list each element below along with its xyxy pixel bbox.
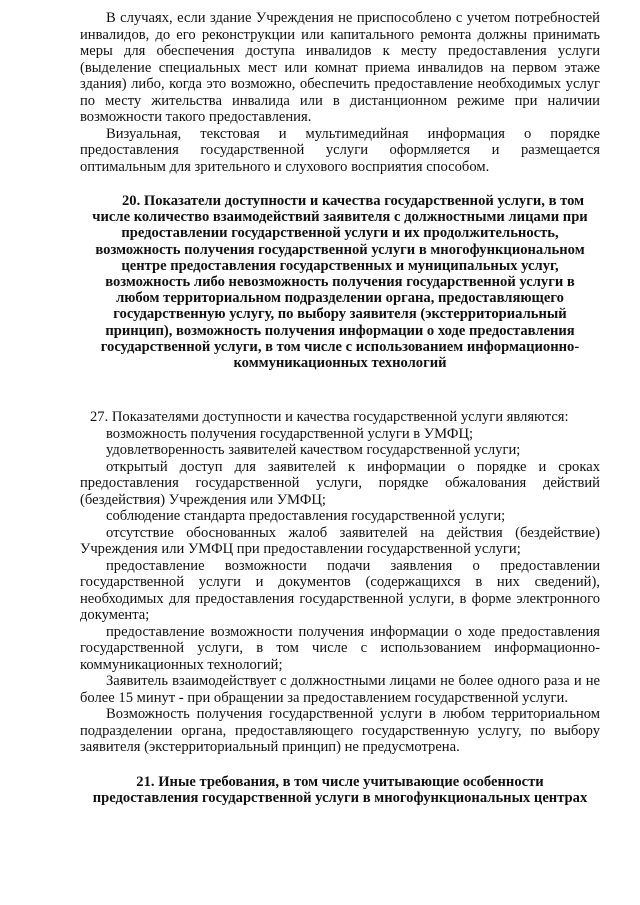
paragraph-visual-info: Визуальная, текстовая и мультимедийная информация о порядке предоставления государственной услуги оформляется и размещается оптимальным для зрительного и слухового восприятия способом.: [80, 125, 600, 175]
list-item: возможность получения государственной услуги в УМФЦ;: [106, 425, 474, 442]
list-item: предоставление возможности получения информации о ходе предоставления государственной услуги, в том числе с использованием информационно-коммуникационных технологий;: [80, 623, 600, 673]
section-heading-20: 20. Показатели доступности и качества государственной услуги, в том числе количество взаимодействий заявителя с должностными лицами при предоставлении государственной услуги и их продолжительность, возможность получения государственной услуги в многофункциональном центре предоставления государственных и муниципальных услуг, возможность либо невозможность получения государственной услуги в любом территориальном подразделении органа, предоставляющего государственную услугу, по выбору заявителя (экстерриториальный принцип), возможность получения информации о ходе предоставления государственной услуги, в том числе с использованием информационно-коммуникационных технологий: [92, 193, 588, 372]
list-item: Заявитель взаимодействует с должностными лицами не более одного раза и не более 15 минут - при обращении за предоставлением государственной услуги.: [80, 673, 600, 706]
list-item: открытый доступ для заявителей к информации о порядке и сроках предоставления государственной услуги, порядке обжалования действий (бездействия) Учреждения или УМФЦ;: [80, 458, 600, 508]
paragraph-disabled-access: В случаях, если здание Учреждения не приспособлено с учетом потребностей инвалидов, до его реконструкции или капитального ремонта должны принимать меры для обеспечения доступа инвалидов к месту предоставления услуги (выделение специальных мест или комнат приема инвалидов на первом этаже здания) либо, когда это возможно, обеспечить предоставление необходимых услуг по месту жительства инвалида или в дистанционном режиме при наличии возможности такого предоставления.: [80, 10, 600, 125]
list-item: отсутствие обоснованных жалоб заявителей на действия (бездействие) Учреждения или УМФЦ при предоставлении государственной услуги;: [80, 524, 600, 558]
item-27-intro: 27. Показателями доступности и качества государственной услуги являются:: [90, 409, 569, 426]
list-item: соблюдение стандарта предоставления государственной услуги;: [106, 508, 506, 525]
section-heading-21: 21. Иные требования, в том числе учитывающие особенности предоставления государственной услуги в многофункциональных центрах: [92, 773, 588, 806]
document-page: [80, 10, 600, 806]
list-item: предоставление возможности подачи заявления о предоставлении государственной услуги и документов (содержащихся в них сведений), необходимых для предоставления государственной услуги, в форме электронного документа;: [80, 557, 600, 624]
list-item: Возможность получения государственной услуги в любом территориальном подразделении органа, предоставляющего государственную услугу, по выбору заявителя (экстерриториальный принцип) не предусмотрена.: [80, 706, 600, 756]
list-item: удовлетворенность заявителей качеством государственной услуги;: [106, 442, 521, 459]
